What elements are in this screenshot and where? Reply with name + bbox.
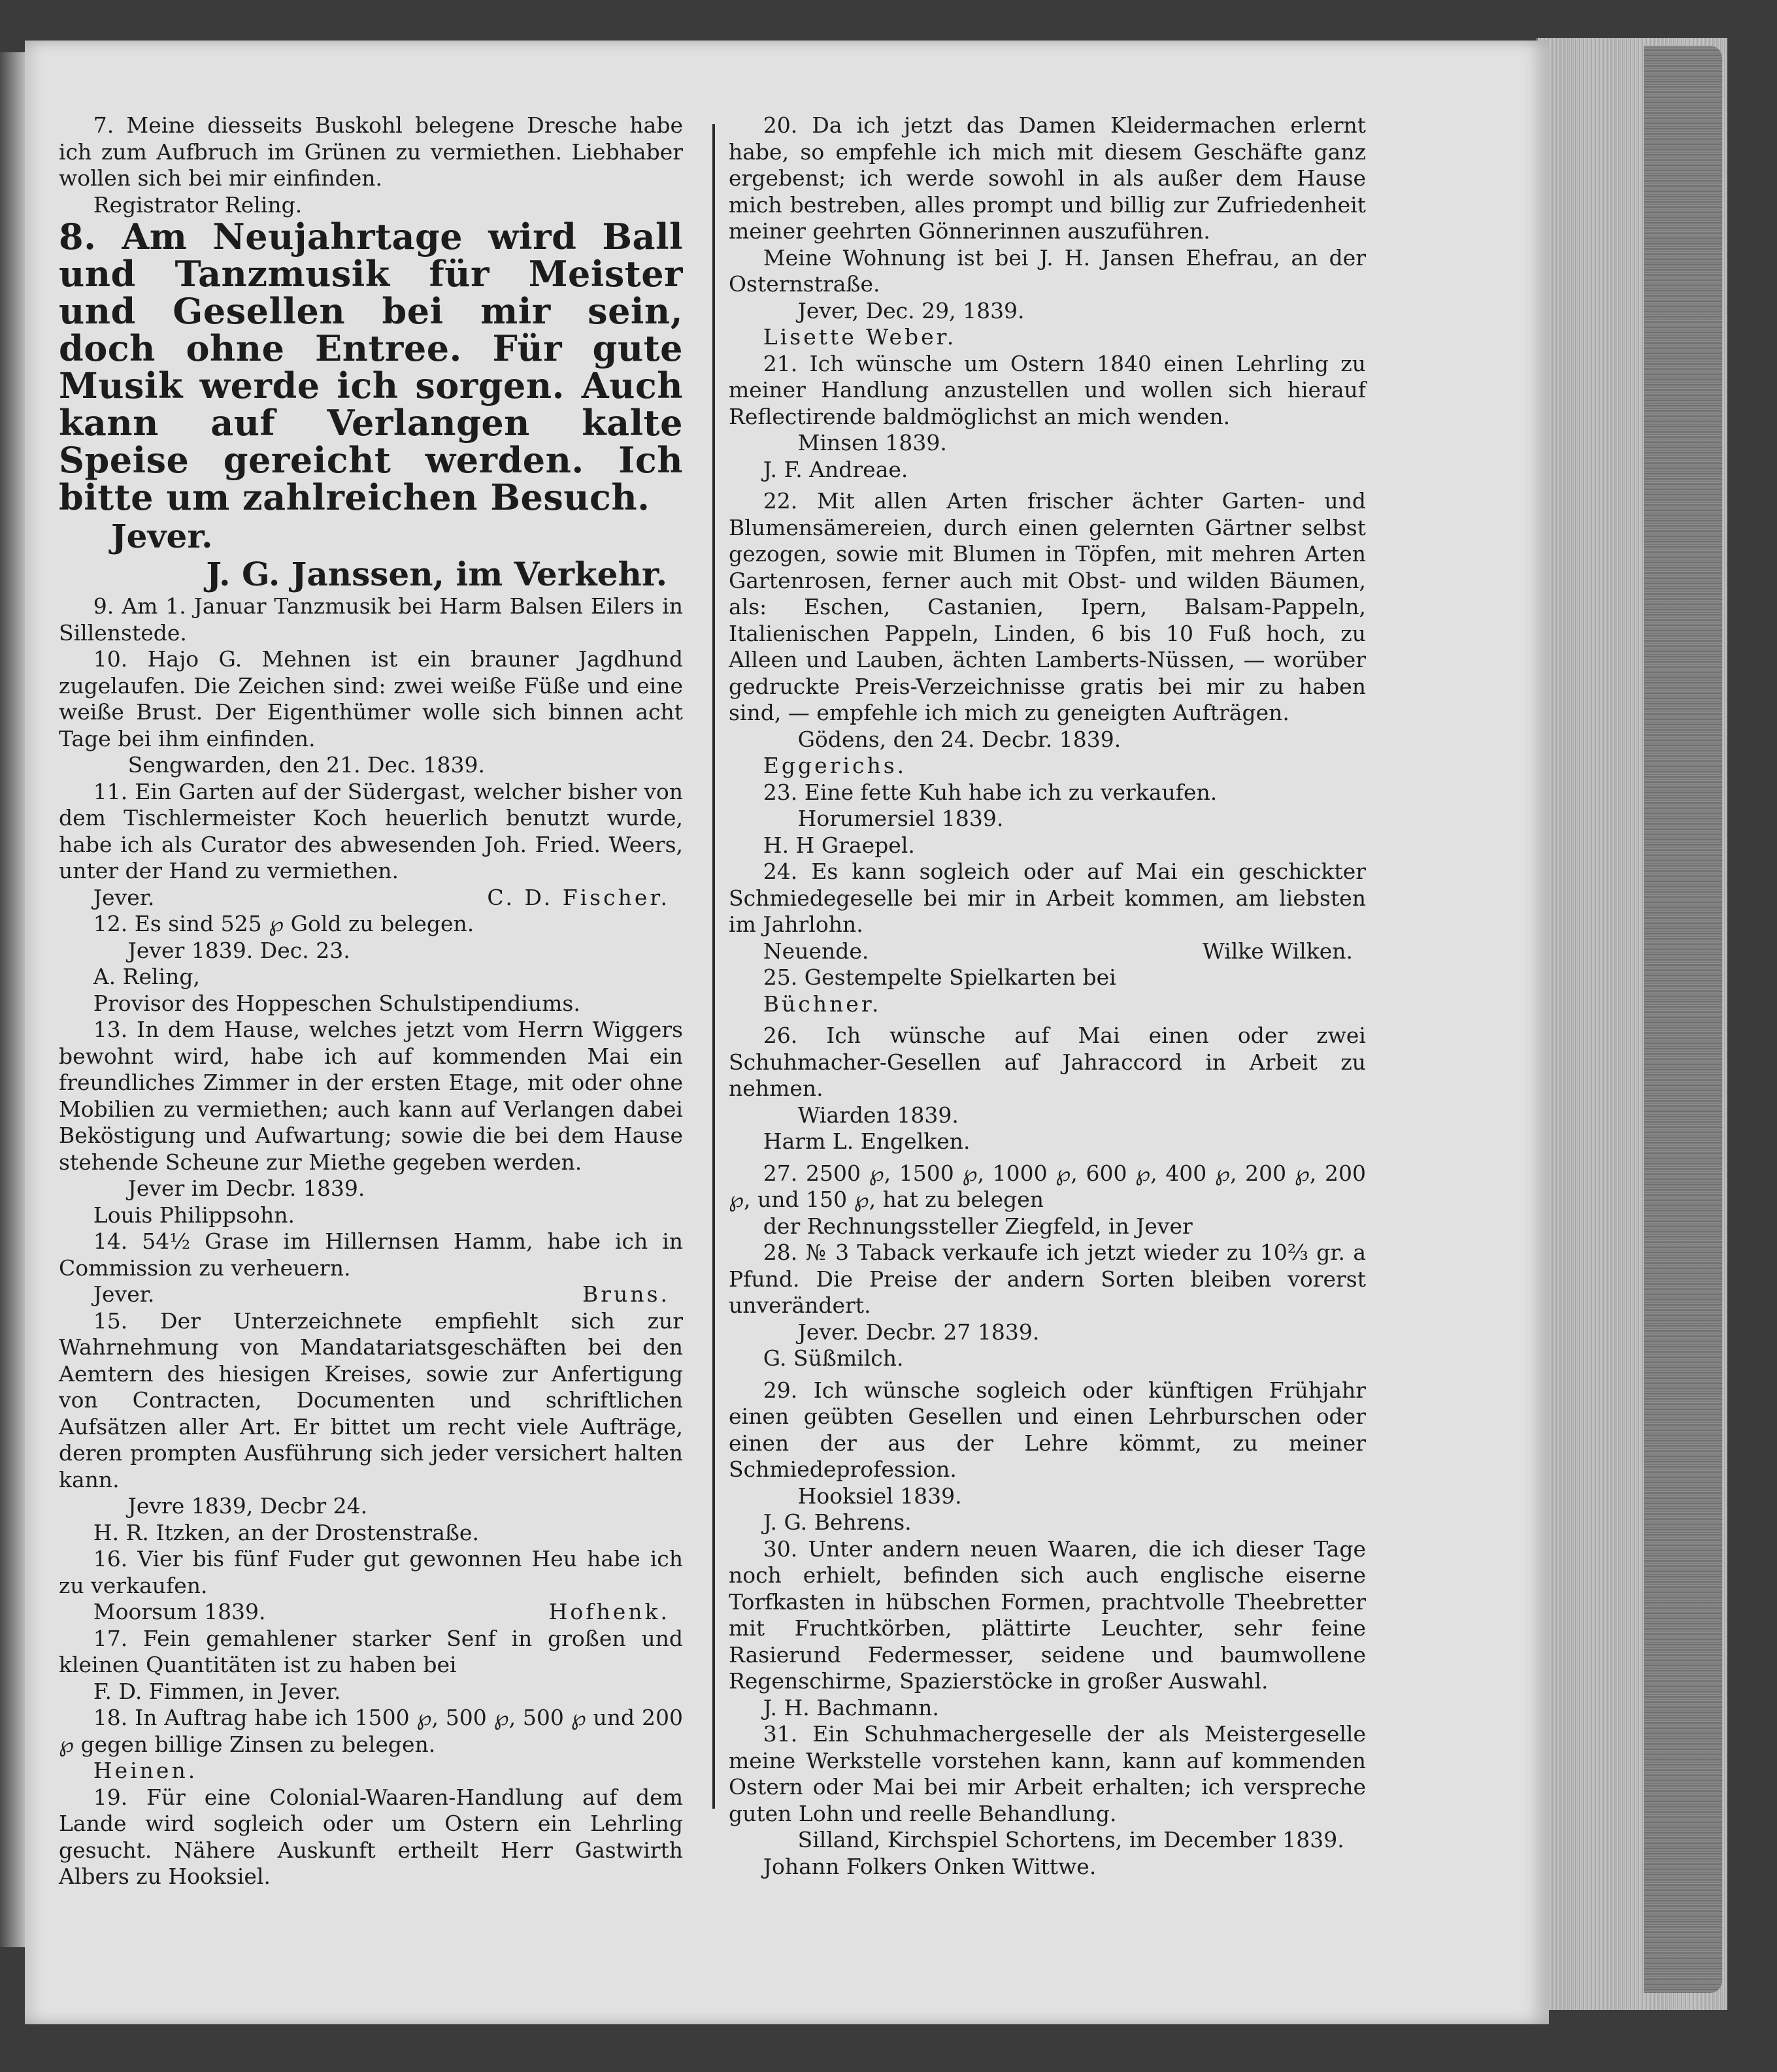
ad-26: [729, 1023, 1366, 1155]
ad-signature: Heinen.: [93, 1758, 198, 1783]
ad-place: Gödens, den 24. Decbr. 1839.: [797, 726, 1121, 752]
ad-18: [59, 1705, 683, 1784]
ad-signature: C. D. Fischer.: [487, 884, 670, 910]
ad-place: Jevre 1839, Decbr 24.: [127, 1493, 368, 1519]
ad-signature: Lisette Weber.: [763, 324, 957, 350]
ad-footer: [59, 885, 683, 912]
ad-footer: [59, 1599, 683, 1626]
ad-10: [59, 646, 683, 779]
ad-place: Moorsum 1839.: [93, 1599, 266, 1624]
book-cover-edge: [1644, 46, 1722, 1993]
ad-text: 30. Unter andern neuen Waaren, die ich dieser Tage noch erhielt, befinden sich auch englische eiserne Torfkasten in hübschen Formen, prachtvolle Theebretter mit Fruchtkörben, plättirte Leuchter, sehr feine Rasierund Federmesser, seidene und baumwollene Regenschirme, Spazierstöcke in großer Auswahl.: [729, 1536, 1366, 1694]
ad-text: 23. Eine fette Kuh habe ich zu verkaufen.: [763, 779, 1218, 805]
ad-20: [729, 112, 1366, 351]
ad-place: Jever im Decbr. 1839.: [127, 1176, 365, 1201]
ad-text: 9. Am 1. Januar Tanzmusik bei Harm Balsen Eilers in Sillenstede.: [59, 593, 683, 646]
ad-25: [729, 964, 1366, 1017]
ad-text: 13. In dem Hause, welches jetzt vom Herrn Wiggers bewohnt wird, habe ich auf kommenden Mai ein freundliches Zimmer in der ersten Etage, mit oder ohne Mobilien zu vermiethen; auch kann auf Verlangen dabei Beköstigung und Aufwartung; sowie die bei dem Hause stehende Scheune zur Miethe gegeben werden.: [59, 1017, 683, 1175]
ad-text: 21. Ich wünsche um Ostern 1840 einen Lehrling zu meiner Handlung anzustellen und wollen sich hierauf Reflectirende baldmöglichst an mich wenden.: [729, 350, 1366, 429]
ad-signature: Wilke Wilken.: [1202, 938, 1353, 964]
ad-place: Minsen 1839.: [797, 430, 947, 455]
ad-21: [729, 351, 1366, 484]
ad-text: 29. Ich wünsche sogleich oder künftigen Frühjahr einen geübten Gesellen und einen Lehrburschen oder einen der aus der Lehre kömmt, zu meiner Schmiedeprofession.: [729, 1377, 1366, 1482]
ad-text: 31. Ein Schuhmachergeselle der als Meistergeselle meine Werkstelle vorstehen kann, kann auf kommenden Ostern oder Mai bei mir Arbeit erhalten; ich verspreche guten Lohn und reelle Behandlung.: [729, 1721, 1366, 1826]
ad-place: Neuende.: [763, 938, 869, 964]
ad-13: [59, 1017, 683, 1228]
ad-place: Jever. Decbr. 27 1839.: [797, 1319, 1040, 1345]
previous-page-edge: [0, 52, 25, 1947]
ad-7: [59, 112, 683, 218]
ad-text-2: Meine Wohnung ist bei J. H. Jansen Ehefrau, an der Osternstraße.: [729, 244, 1366, 297]
ad-text: 24. Es kann sogleich oder auf Mai ein geschickter Schmiedegeselle bei mir in Arbeit kommen, am liebsten im Jahrlohn.: [729, 859, 1366, 937]
ad-signature: Hofhenk.: [548, 1599, 670, 1624]
ad-text: 14. 54½ Grase im Hillernsen Hamm, habe ich in Commission zu verheuern.: [59, 1228, 683, 1281]
ad-19: [59, 1784, 683, 1890]
ad-text: 8. Am Neujahrtage wird Ball und Tanzmusik für Meister und Gesellen bei mir sein, doch ohne Entree. Für gute Musik werde ich sorgen. Auch kann auf Verlangen kalte Speise gereicht werden. Ich bitte um zahlreichen Besuch.: [59, 216, 683, 518]
ad-signature: Büchner.: [763, 991, 882, 1017]
ad-24: [729, 859, 1366, 964]
ad-signature: J. F. Andreae.: [763, 456, 908, 482]
ad-place: Jever.: [93, 1281, 155, 1307]
ad-text: 12. Es sind 525 ℘ Gold zu belegen.: [93, 911, 474, 936]
ad-signature: F. D. Fimmen, in Jever.: [93, 1678, 341, 1704]
ad-9: [59, 593, 683, 646]
ad-text: 28. № 3 Taback verkaufe ich jetzt wieder zu 10⅔ gr. a Pfund. Die Preise der andern Sorten bleiben vorerst unverändert.: [729, 1240, 1366, 1318]
ad-23: [729, 780, 1366, 859]
ad-footer: [729, 938, 1366, 965]
ad-31: [729, 1721, 1366, 1880]
ad-place: Horumersiel 1839.: [797, 806, 1004, 831]
ad-signature-title: Provisor des Hoppeschen Schulstipendiums.: [93, 990, 580, 1016]
ad-16: [59, 1546, 683, 1626]
ad-14: [59, 1228, 683, 1308]
ad-place: Jever, Dec. 29, 1839.: [797, 297, 1025, 323]
ad-text: 26. Ich wünsche auf Mai einen oder zwei Schuhmacher-Gesellen auf Jahraccord in Arbeit zu nehmen.: [729, 1023, 1366, 1101]
ad-signature: H. R. Itzken, an der Drostenstraße.: [93, 1519, 479, 1545]
ad-text: 20. Da ich jetzt das Damen Kleidermachen erlernt habe, so empfehle ich mich mit diesem Geschäfte ganz ergebenst; ich werde sowohl in als außer dem Hause mich bestreben, alles prompt und billig zur Zufriedenheit meiner geehrten Gönnerinnen auszuführen.: [729, 112, 1366, 244]
ad-17: [59, 1626, 683, 1705]
ad-signature: Harm L. Engelken.: [763, 1128, 971, 1154]
left-column: [59, 112, 683, 1890]
ad-signature: Louis Philippsohn.: [93, 1202, 295, 1228]
ad-text: 22. Mit allen Arten frischer ächter Garten- und Blumensämereien, durch einen gelernten Gärtner selbst gezogen, sowie mit Blumen in Töpfen, mit mehren Arten Gartenrosen, ferner auch mit Obst- und wilden Bäumen, als: Eschen, Castanien, Ipern, Balsam-Pappeln, Italienischen Pappeln, Linden, 6 bis 10 Fuß hoch, zu Alleen und Lauben, ächten Lamberts-Nüssen, — worüber gedruckte Preis-Verzeichnisse gratis bei mir zu haben sind, — empfehle ich mich zu geneigten Aufträgen.: [729, 488, 1366, 725]
ad-signature: G. Süßmilch.: [763, 1345, 904, 1371]
ad-signature: Eggerichs.: [763, 753, 907, 778]
ad-text: 17. Fein gemahlener starker Senf in großen und kleinen Quantitäten ist zu haben bei: [59, 1625, 683, 1677]
ad-12: [59, 911, 683, 1017]
ad-signature: J. G. Janssen, im Verkehr.: [206, 555, 667, 593]
ad-8: [59, 218, 683, 516]
ad-signature: Bruns.: [582, 1281, 670, 1307]
ad-28: [729, 1240, 1366, 1372]
ad-signature: J. H. Bachmann.: [763, 1694, 939, 1720]
ad-text: 27. 2500 ℘, 1500 ℘, 1000 ℘, 600 ℘, 400 ℘, 200 ℘, 200 ℘, und 150 ℘, hat zu belegen: [729, 1160, 1366, 1212]
ad-11: [59, 779, 683, 912]
ad-place: Jever 1839. Dec. 23.: [127, 937, 350, 963]
ad-signature: A. Reling,: [93, 964, 200, 989]
ad-place: Silland, Kirchspiel Schortens, im December 1839.: [797, 1827, 1344, 1852]
right-column: [729, 112, 1366, 1880]
ad-27: [729, 1160, 1366, 1240]
ad-text: 16. Vier bis fünf Fuder gut gewonnen Heu habe ich zu verkaufen.: [59, 1546, 683, 1598]
ad-signature: Johann Folkers Onken Wittwe.: [763, 1853, 1097, 1879]
ad-22: [729, 488, 1366, 780]
ad-place: Sengwarden, den 21. Dec. 1839.: [127, 752, 485, 778]
column-divider: [712, 124, 715, 1809]
ad-signature: der Rechnungssteller Ziegfeld, in Jever: [763, 1213, 1193, 1239]
ad-text: 18. In Auftrag habe ich 1500 ℘, 500 ℘, 500 ℘ und 200 ℘ gegen billige Zinsen zu belegen.: [59, 1705, 683, 1757]
ad-text: 7. Meine diesseits Buskohl belegene Dresche habe ich zum Aufbruch im Grünen zu vermiethen. Liebhaber wollen sich bei mir einfinden.: [59, 112, 683, 191]
ad-text: 11. Ein Garten auf der Südergast, welcher bisher von dem Tischlermeister Koch heuerlich benutzt wurde, habe ich als Curator des abwesenden Joh. Fried. Weers, unter der Hand zu vermiethen.: [59, 778, 683, 883]
ad-signature: J. G. Behrens.: [763, 1509, 912, 1535]
ad-signature: Registrator Reling.: [93, 191, 303, 218]
ad-29: [729, 1377, 1366, 1536]
ad-text: 25. Gestempelte Spielkarten bei: [763, 964, 1116, 990]
ad-text: 10. Hajo G. Mehnen ist ein brauner Jagdhund zugelaufen. Die Zeichen sind: zwei weiße Füße und eine weiße Brust. Der Eigenthümer wolle sich binnen acht Tage bei ihm einfinden.: [59, 646, 683, 751]
ad-30: [729, 1536, 1366, 1722]
ad-place: Jever.: [111, 517, 213, 555]
ad-text: 19. Für eine Colonial-Waaren-Handlung auf dem Lande wird sogleich oder um Ostern ein Lehrling gesucht. Nähere Auskunft ertheilt Herr Gastwirth Albers zu Hooksiel.: [59, 1784, 683, 1889]
ad-place: Wiarden 1839.: [797, 1102, 959, 1128]
ad-text: 15. Der Unterzeichnete empfiehlt sich zur Wahrnehmung von Mandatariatsgeschäften bei den Aemtern des hiesigen Kreises, sowie zur Anfertigung von Contracten, Documenten und schriftlichen Aufsätzen aller Art. Er bittet um recht viele Aufträge, deren prompten Ausführung sich jeder versichert halten kann.: [59, 1307, 683, 1492]
ad-footer: [59, 1281, 683, 1308]
ad-15: [59, 1308, 683, 1547]
ad-place: Hooksiel 1839.: [797, 1483, 962, 1509]
ad-signature: H. H Graepel.: [763, 832, 915, 858]
ad-place: Jever.: [93, 884, 155, 910]
